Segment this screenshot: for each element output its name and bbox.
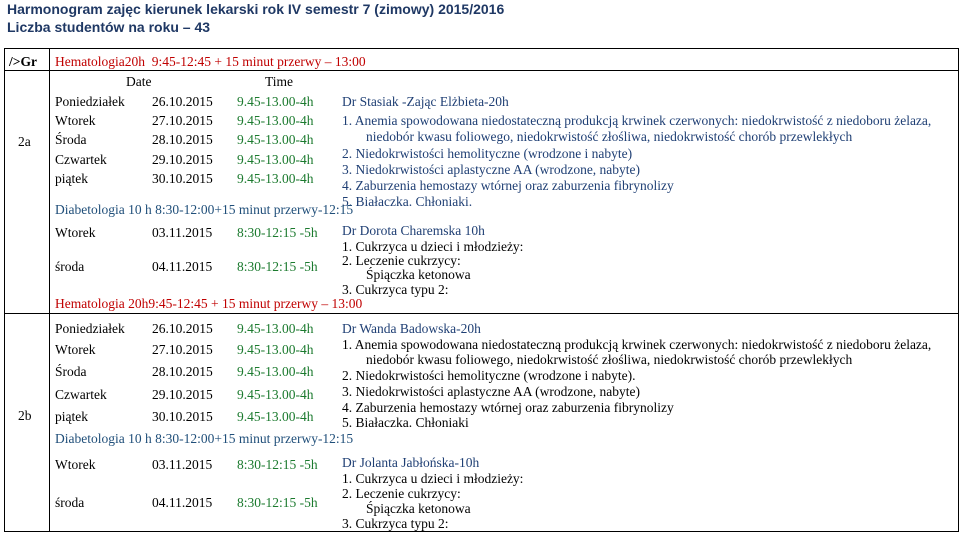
day-cell: Środa [55,132,87,147]
group-divider [4,313,959,314]
topic-item: 2. Leczenie cukrzycy: [342,486,461,501]
topic-item: 1. Cukrzyca u dzieci i młodzieży: [342,239,524,254]
table-border-right [958,48,959,532]
topic-item: 2. Niedokrwistości hemolityczne (wrodzone i nabyte). [342,368,636,383]
time-cell: 9.45-13.00-4h [237,94,314,109]
date-cell: 28.10.2015 [152,132,213,147]
date-cell: 30.10.2015 [152,171,213,186]
topic-item: niedobór kwasu foliowego, niedokrwistość złośliwa, niedokrwistość chorób przewlekłych [366,352,853,367]
topic-item: 1. Anemia spowodowana niedostateczną produkcją krwinek czerwonych: niedokrwistość z niedoboru żelaza, [342,337,932,352]
time-cell: 9.45-13.00-4h [237,132,314,147]
group-label-2a: 2a [18,134,31,149]
date-cell: 29.10.2015 [152,152,213,167]
header-row-divider [4,70,959,71]
date-cell: 03.11.2015 [152,457,213,472]
day-cell: Środa [55,364,87,379]
topic-item: 3. Cukrzyca typu 2: [342,516,449,531]
group-column-divider [49,48,50,532]
diab-title-2a: Diabetologia 10 h 8:30-12:00+15 minut przerwy-12:15 [55,202,354,217]
group-column-header: />Gr [9,54,37,69]
time-cell: 8:30-12:15 -5h [237,495,318,510]
date-cell: 26.10.2015 [152,321,213,336]
diab-teacher-2b: Dr Jolanta Jabłońska-10h [342,455,480,470]
student-count: Liczba studentów na roku – 43 [7,19,211,35]
table-border-left [4,48,5,532]
date-cell: 27.10.2015 [152,113,213,128]
table-border-top [4,48,959,49]
day-cell: Wtorek [55,457,96,472]
topic-item: 1. Anemia spowodowana niedostateczną produkcją krwinek czerwonych: niedokrwistość z niedoboru żelaza, [342,113,932,128]
date-cell: 26.10.2015 [152,94,213,109]
topic-item: 2. Niedokrwistości hemolityczne (wrodzone i nabyte) [342,146,633,161]
topic-item: 4. Zaburzenia hemostazy wtórnej oraz zaburzenia fibrynolizy [342,178,674,193]
date-column-header: Date [126,74,152,89]
date-cell: 03.11.2015 [152,225,213,240]
topic-item: 2. Leczenie cukrzycy: [342,253,461,268]
hema-course-time: 9:45-12:45 + 15 minut przerwy – 13:00 [151,54,366,69]
day-cell: piątek [55,409,88,424]
topic-item: 5. Białaczka. Chłoniaki. [342,194,473,209]
table-border-bottom [4,531,959,532]
day-cell: Czwartek [55,387,107,402]
topic-item: 1. Cukrzyca u dzieci i młodzieży: [342,471,524,486]
day-cell: Czwartek [55,152,107,167]
time-cell: 9.45-13.00-4h [237,364,314,379]
date-cell: 04.11.2015 [152,259,213,274]
hema-teacher-2a: Dr Stasiak -Zając Elżbieta-20h [342,94,509,109]
date-cell: 28.10.2015 [152,364,213,379]
topic-item: 4. Zaburzenia hemostazy wtórnej oraz zaburzenia fibrynolizy [342,400,674,415]
date-cell: 27.10.2015 [152,342,213,357]
day-cell: środa [55,495,85,510]
diab-title-2b: Diabetologia 10 h 8:30-12:00+15 minut przerwy-12:15 [55,431,354,446]
topic-item: 5. Białaczka. Chłoniaki [342,415,469,430]
day-cell: Poniedziałek [55,321,125,336]
hema-title-2b: Hematologia 20h9:45-12:45 + 15 minut przerwy – 13:00 [55,296,363,311]
date-cell: 04.11.2015 [152,495,213,510]
time-cell: 9.45-13.00-4h [237,113,314,128]
time-column-header: Time [265,74,294,89]
page-title: Harmonogram zajęc kierunek lekarski rok IV semestr 7 (zimowy) 2015/2016 [7,1,505,17]
hema-course-name: Hematologia20h [55,54,145,69]
time-cell: 9.45-13.00-4h [237,342,314,357]
day-cell: piątek [55,171,88,186]
date-cell: 29.10.2015 [152,387,213,402]
hema-course-title [55,54,366,69]
topic-item: 3. Niedokrwistości aplastyczne AA (wrodzone, nabyte) [342,162,641,177]
hema-teacher-2b: Dr Wanda Badowska-20h [342,321,481,336]
day-cell: Wtorek [55,113,96,128]
topic-item: Śpiączka ketonowa [366,501,471,516]
day-cell: Wtorek [55,342,96,357]
topic-item: 3. Cukrzyca typu 2: [342,282,449,297]
time-cell: 8:30-12:15 -5h [237,457,318,472]
time-cell: 9.45-13.00-4h [237,387,314,402]
date-cell: 30.10.2015 [152,409,213,424]
day-cell: Poniedziałek [55,94,125,109]
time-cell: 8:30-12:15 -5h [237,225,318,240]
topic-item: Śpiączka ketonowa [366,267,471,282]
time-cell: 9.45-13.00-4h [237,152,314,167]
time-cell: 9.45-13.00-4h [237,321,314,336]
group-label-2b: 2b [18,408,32,423]
topic-item: 3. Niedokrwistości aplastyczne AA (wrodzone, nabyte) [342,384,641,399]
day-cell: Wtorek [55,225,96,240]
time-cell: 9.45-13.00-4h [237,171,314,186]
diab-teacher-2a: Dr Dorota Charemska 10h [342,223,485,238]
day-cell: środa [55,259,85,274]
topic-item: niedobór kwasu foliowego, niedokrwistość złośliwa, niedokrwistość chorób przewlekłych [366,129,853,144]
time-cell: 8:30-12:15 -5h [237,259,318,274]
time-cell: 9.45-13.00-4h [237,409,314,424]
